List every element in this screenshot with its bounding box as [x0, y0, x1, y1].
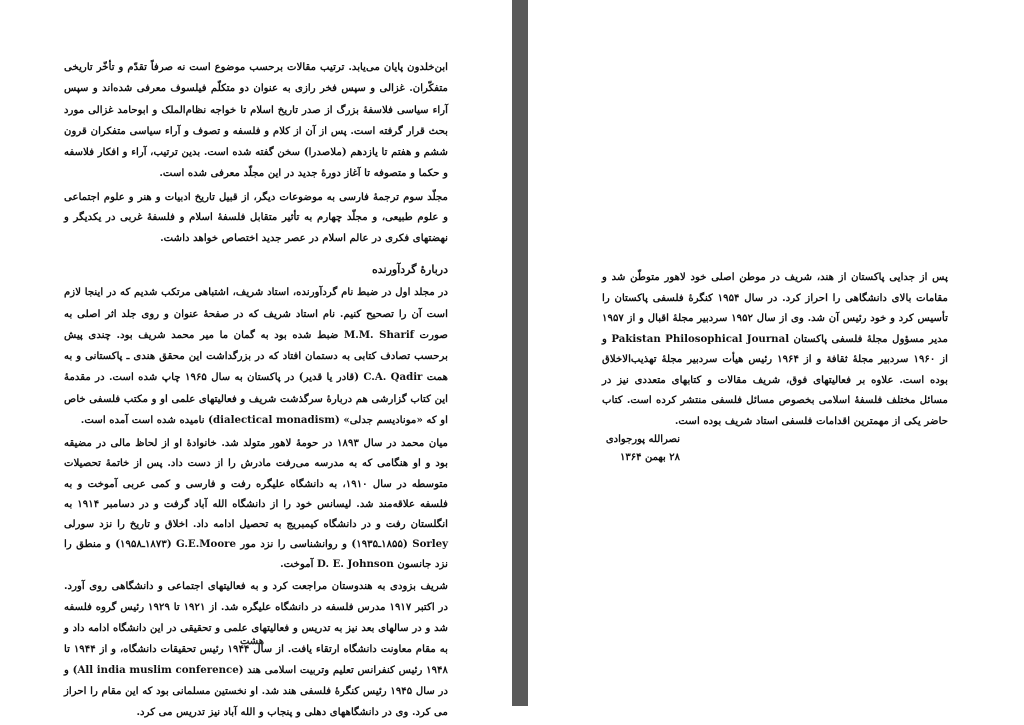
section-heading: دربارهٔ گردآورنده: [371, 263, 448, 277]
right-page-text: [602, 267, 948, 433]
left-page-text: [64, 57, 448, 725]
bio-paragraph-3: شریف بزودی به هندوستان مراجعت کرد و به فعالیتهای اجتماعی و دانشگاهی روی آورد. در اکتبر ۱۹۱۷ مدرس فلسفه در دانشگاه علیگره شد. از ۱۹۲۱ تا ۱۹۲۹ رئیس گروه فلسفه شد و در سالهای بعد نیز به تدریس و فعالیتهای علمی و تحقیقی در این دانشگاه ادامه داد و به مقام معاونت دانشگاه ارتقاء یافت. از سال ۱۹۴۴ رئیس تحقیقات دانشگاه، و از ۱۹۴۴ تا ۱۹۴۸ رئیس کنفرانس تعلیم وتربیت اسلامی هند (All india muslim conference) و در سال ۱۹۴۵ رئیس کنگرهٔ فلسفی هند شد. او نخستین مسلمانی بود که این مقام را احراز می کرد. وی در دانشگاههای دهلی و پنجاب و الله آباد نیز تدریس می کرد.: [64, 580, 449, 719]
bio-paragraph-2: میان محمد در سال ۱۸۹۳ در حومهٔ لاهور متولد شد. خانوادهٔ او از لحاظ مالی در مضیقه بود و او هنگامی که به مدرسه می‌رفت مادرش را از دست داد. پس از خاتمهٔ تحصیلات متوسطه در سال ۱۹۱۰، به دانشگاه علیگره رفت و فارسی و کمی عربی آموخت و به فلسفه علاقه‌مند شد. لیسانس خود را از دانشگاه الله آباد گرفت و در دسامبر ۱۹۱۴ به انگلستان رفت و در دانشگاه کیمبریج به تحصیل ادامه داد. اخلاق و تاریخ را نزد سورلی Sorley (۱۸۵۵ـ۱۹۳۵) و روانشناسی را نزد مور G.E.Moore (۱۸۷۳ـ۱۹۵۸) و منطق را نزد جانسون D. E. Johnson آموخت.: [64, 437, 449, 570]
page-number: هشت: [239, 636, 264, 647]
book-gutter: [512, 0, 528, 706]
intro-paragraph-2: مجلّد سوم ترجمهٔ فارسی به موضوعات دیگر، از قبیل تاریخ ادبیات و هنر و علوم اجتماعی و علوم طبیعی، و مجلّد چهارم به تأثیر متقابل فلسفهٔ اسلام و فلسفهٔ غربی در یکدیگر و نهضتهای فکری در عالم اسلام در عصر جدید اختصاص خواهد داشت.: [64, 190, 448, 244]
signature-date: ۲۸ بهمن ۱۳۶۴: [620, 452, 680, 463]
signature-name: نصرالله پورجوادی: [605, 434, 680, 445]
intro-paragraph-1: ابن‌خلدون پایان می‌یابد. ترتیب مقالات برحسب موضوع است نه صرفاً تقدّم و تأخّر تاریخی متفکّران. غزالی و سپس فخر رازی به عنوان دو متکلّم فیلسوف معرفی شده‌اند و سپس آراء سیاسی فلاسفهٔ بزرگ از صدر تاریخ اسلام تا خواجه نظام‌الملک و ابوحامد غزالی مورد بحث قرار گرفته است. پس از آن از کلام و فلسفه و تصوف و آراء سیاسی متفکران قرون ششم و هفتم تا یازدهم (ملاصدرا) سخن گفته شده است. بدین ترتیب، آراء و افکار فلاسفه و حکما و متصوفه تا آغاز دورهٔ جدید در این مجلّد معرفی شده است.: [64, 61, 448, 180]
bio-paragraph-1: در مجلد اول در ضبط نام گردآورنده، استاد شریف، اشتباهی مرتکب شدیم که در اینجا لازم است آن را تصحیح کنیم. نام استاد شریف که در صفحهٔ عنوان و روی جلد اثر اصلی به صورت M.M. Sharif ضبط شده بود به گمان ما میر محمد شریف بود. چندی پیش برحسب تصادف کتابی به دستمان افتاد که در بزرگداشت این محقق هندی ـ پاکستانی و به همت C.A. Qadir (قادر یا قدیر) در پاکستان به سال ۱۹۶۵ چاپ شده است. در مقدمهٔ این کتاب گزارشی هم دربارهٔ سرگذشت شریف و فعالیتهای علمی او و مکتب فلسفی خاص او که «مونادیسم جدلی» (dialectical monadism) نامیده شده است آمده است.: [64, 286, 449, 427]
closing-paragraph: پس از جدایی پاکستان از هند، شریف در موطن اصلی خود لاهور متوطّن شد و مقامات بالای دانشگاهی را احراز کرد. در سال ۱۹۵۴ کنگرهٔ فلسفی پاکستان را تأسیس کرد و خود رئیس آن شد. وی از سال ۱۹۵۲ سردبیر مجلهٔ اقبال و از ۱۹۵۷ مدیر مسؤول مجلهٔ فلسفی پاکستان Pakistan Philosophical Journal و از ۱۹۶۰ سردبیر مجلهٔ ثقافة و از ۱۹۶۴ رئیس هیأت سردبیر مجلهٔ تهذیب‌الاخلاق بوده است. علاوه بر فعالیتهای فوق، شریف مقالات و کتابهای متعددی نیز در مسائل مختلف فلسفهٔ اسلامی بخصوص مسائل فلسفی منتشر کرده است. کتاب حاضر یکی از مهمترین اقدامات فلسفی استاد شریف بوده است.: [602, 271, 949, 427]
